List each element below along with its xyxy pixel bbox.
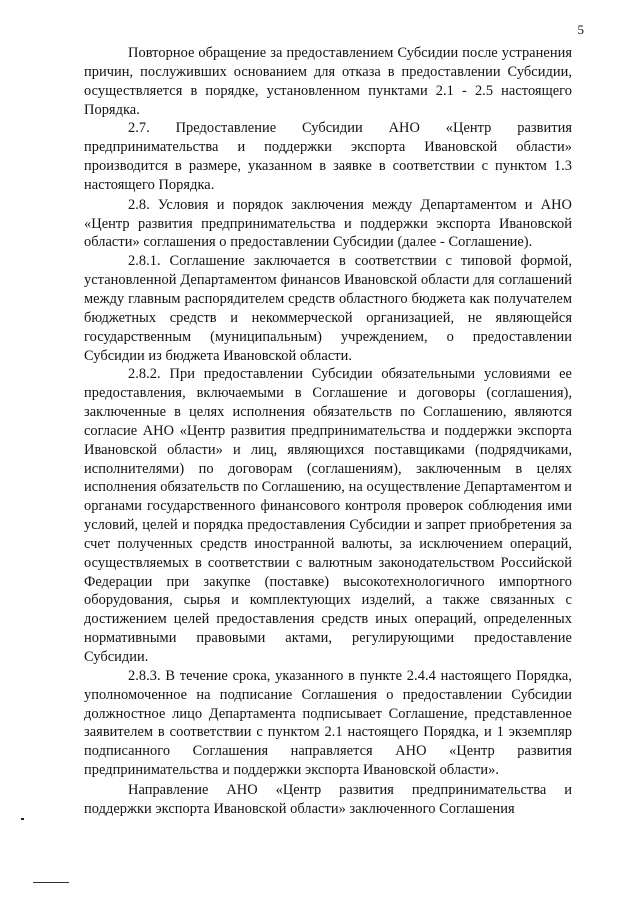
- paragraph-repeat-request: Повторное обращение за предоставлением Субсидии после устранения причин, послуживших основанием для отказа в предоставлении Субсидии, осуществляется в порядке, установленном пунктами 2.1 - 2.5 настоящего Порядка.: [84, 45, 572, 118]
- paragraph-2-8-2: 2.8.2. При предоставлении Субсидии обязательными условиями ее предоставления, включаемыми в Соглашение и договоры (соглашения), заключенные в целях исполнения обязательств по Соглашению, являются согласие АНО «Центр развития предпринимательства и поддержки экспорта Ивановской области» и лиц, являющихся поставщиками (подрядчиками, исполнителями) по договорам (соглашениям), заключенным в целях исполнения обязательств по Соглашению, на осуществление Департаментом и органами государственного финансового контроля проверок соблюдения ими условий, целей и порядка предоставления Субсидии и запрет приобретения за счет полученных средств иностранной валюты, за исключением операций, осуществляемых в соответствии с валютным законодательством Российской Федерации при закупке (поставке) высокотехнологичного импортного оборудования, сырья и комплектующих изделий, а также связанных с достижением целей предоставления средств иных операций, определенных нормативными правовыми актами, регулирующими предоставление Субсидии.: [84, 366, 572, 665]
- paragraph-2-7: 2.7. Предоставление Субсидии АНО «Центр развития предпринимательства и поддержки экспорта Ивановской области» производится в размере, указанном в заявке в соответствии с пунктом 1.3 настоящего Порядка.: [84, 120, 572, 193]
- footer-line-mark: [33, 882, 69, 883]
- paragraph-agreement-direction: Направление АНО «Центр развития предпринимательства и поддержки экспорта Ивановской области» заключенного Соглашения: [84, 781, 572, 817]
- paragraph-2-8-3: 2.8.3. В течение срока, указанного в пункте 2.4.4 настоящего Порядка, уполномоченное на подписание Соглашения о предоставлении Субсидии должностное лицо Департамента подписывает Соглашение, представленное заявителем в соответствии с пунктом 2.1 настоящего Порядка, и 1 экземпляр подписанного Соглашения направляется АНО «Центр развития предпринимательства и поддержки экспорта Ивановской области».: [84, 667, 572, 779]
- paragraph-2-8-1: 2.8.1. Соглашение заключается в соответствии с типовой формой, установленной Департаментом финансов Ивановской области для соглашений между главным распорядителем средств областного бюджета как получателем бюджетных средств и некоммерческой организацией, не являющейся государственным (муниципальным) учреждением, о предоставлении Субсидии из бюджета Ивановской области.: [84, 253, 572, 364]
- paragraph-2-8: 2.8. Условия и порядок заключения между Департаментом и АНО «Центр развития предпринимательства и поддержки экспорта Ивановской области» соглашения о предоставлении Субсидии (далее - Соглашение).: [84, 196, 572, 251]
- page-number: 5: [577, 22, 584, 37]
- margin-dot-mark: [21, 818, 24, 820]
- document-body: [84, 44, 572, 819]
